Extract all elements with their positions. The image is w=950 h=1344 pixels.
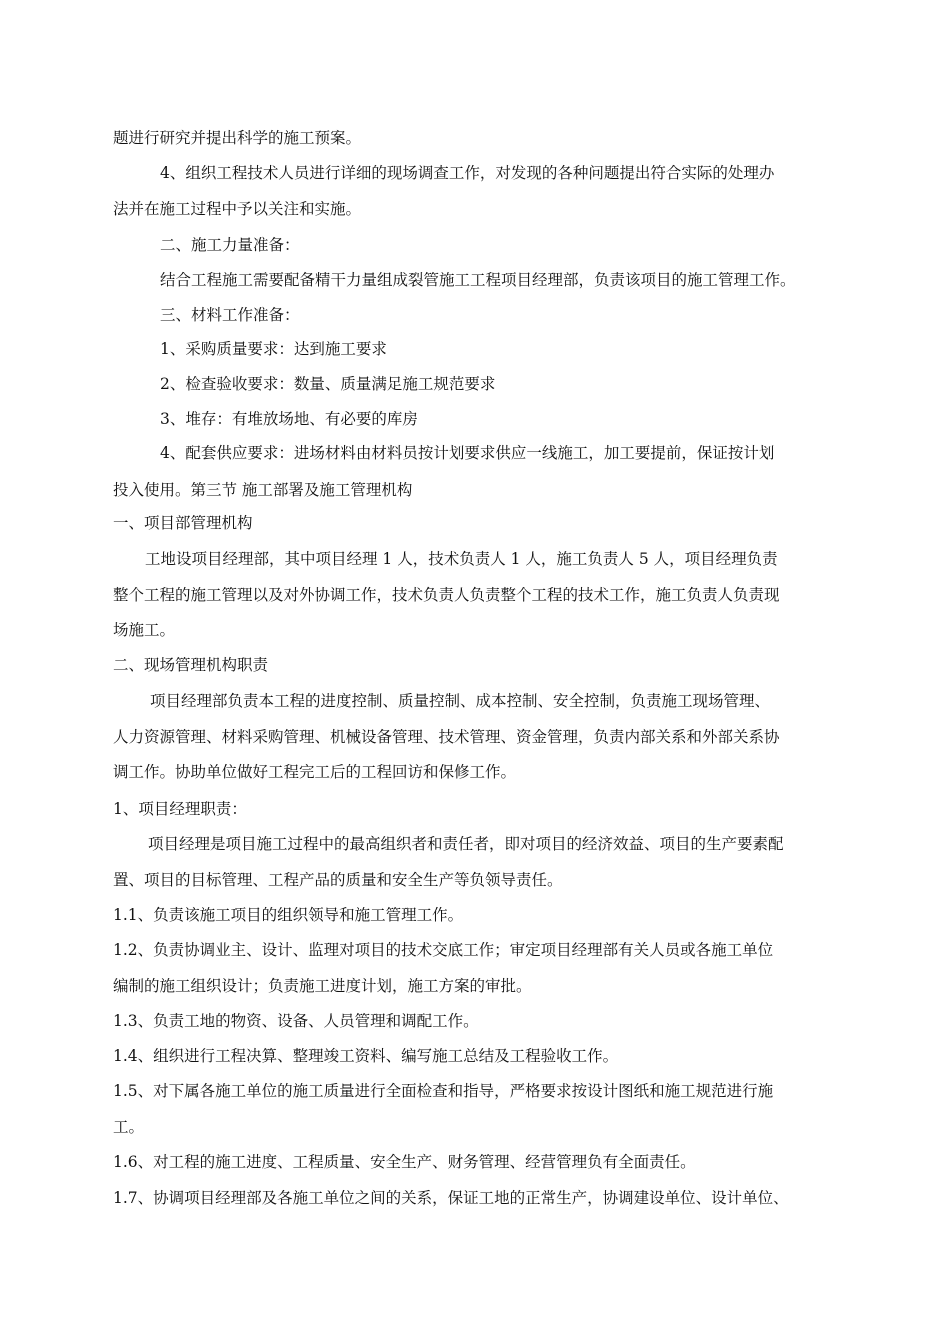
list-item: 1.1、负责该施工项目的组织领导和施工管理工作。 [113, 906, 464, 924]
list-item: 1.2、负责协调业主、设计、监理对项目的技术交底工作；审定项目经理部有关人员或各施工单位 [113, 941, 774, 959]
text-line: 工地设项目经理部，其中项目经理 1 人，技术负责人 1 人，施工负责人 5 人，项目经理负责 [145, 550, 778, 568]
text-line: 置、项目的目标管理、工程产品的质量和安全生产等负领导责任。 [113, 871, 563, 889]
text-line: 结合工程施工需要配备精干力量组成裂管施工工程项目经理部，负责该项目的施工管理工作。 [160, 271, 796, 289]
text-line: 整个工程的施工管理以及对外协调工作，技术负责人负责整个工程的技术工作，施工负责人负责现 [113, 586, 780, 604]
text-line: 法并在施工过程中予以关注和实施。 [113, 200, 362, 218]
text-line: 调工作。协助单位做好工程完工后的工程回访和保修工作。 [113, 763, 517, 781]
list-item: 1、采购质量要求：达到施工要求 [160, 340, 387, 358]
text-line: 工。 [113, 1118, 145, 1136]
text-line: 投入使用。第三节 施工部署及施工管理机构 [113, 481, 413, 499]
list-item: 1.4、组织进行工程决算、整理竣工资料、编写施工总结及工程验收工作。 [113, 1047, 619, 1065]
section-heading: 一、项目部管理机构 [113, 514, 253, 532]
list-item: 1.5、对下属各施工单位的施工质量进行全面检查和指导，严格要求按设计图纸和施工规范进行施 [113, 1082, 774, 1100]
text-line: 人力资源管理、材料采购管理、机械设备管理、技术管理、资金管理，负责内部关系和外部关系协 [113, 728, 780, 746]
list-item: 3、堆存：有堆放场地、有必要的库房 [160, 410, 418, 428]
list-item: 1.3、负责工地的物资、设备、人员管理和调配工作。 [113, 1012, 479, 1030]
list-item: 4、配套供应要求：进场材料由材料员按计划要求供应一线施工，加工要提前，保证按计划 [160, 444, 775, 462]
text-line: 编制的施工组织设计；负责施工进度计划，施工方案的审批。 [113, 977, 532, 995]
section-heading: 二、施工力量准备： [160, 236, 300, 254]
text-line: 项目经理是项目施工过程中的最高组织者和责任者，即对项目的经济效益、项目的生产要素配 [148, 835, 784, 853]
text-line: 题进行研究并提出科学的施工预案。 [113, 129, 362, 147]
list-item: 2、检查验收要求：数量、质量满足施工规范要求 [160, 375, 496, 393]
section-heading: 二、现场管理机构职责 [113, 656, 269, 674]
section-heading: 1、项目经理职责： [113, 800, 247, 818]
list-item: 1.7、协调项目经理部及各施工单位之间的关系，保证工地的正常生产，协调建设单位、设计单位、 [113, 1189, 789, 1207]
section-heading: 三、材料工作准备： [160, 306, 300, 324]
text-line: 项目经理部负责本工程的进度控制、质量控制、成本控制、安全控制，负责施工现场管理、 [150, 692, 771, 710]
text-line: 4、组织工程技术人员进行详细的现场调查工作，对发现的各种问题提出符合实际的处理办 [160, 164, 775, 182]
text-line: 场施工。 [113, 621, 176, 639]
list-item: 1.6、对工程的施工进度、工程质量、安全生产、财务管理、经营管理负有全面责任。 [113, 1153, 696, 1171]
